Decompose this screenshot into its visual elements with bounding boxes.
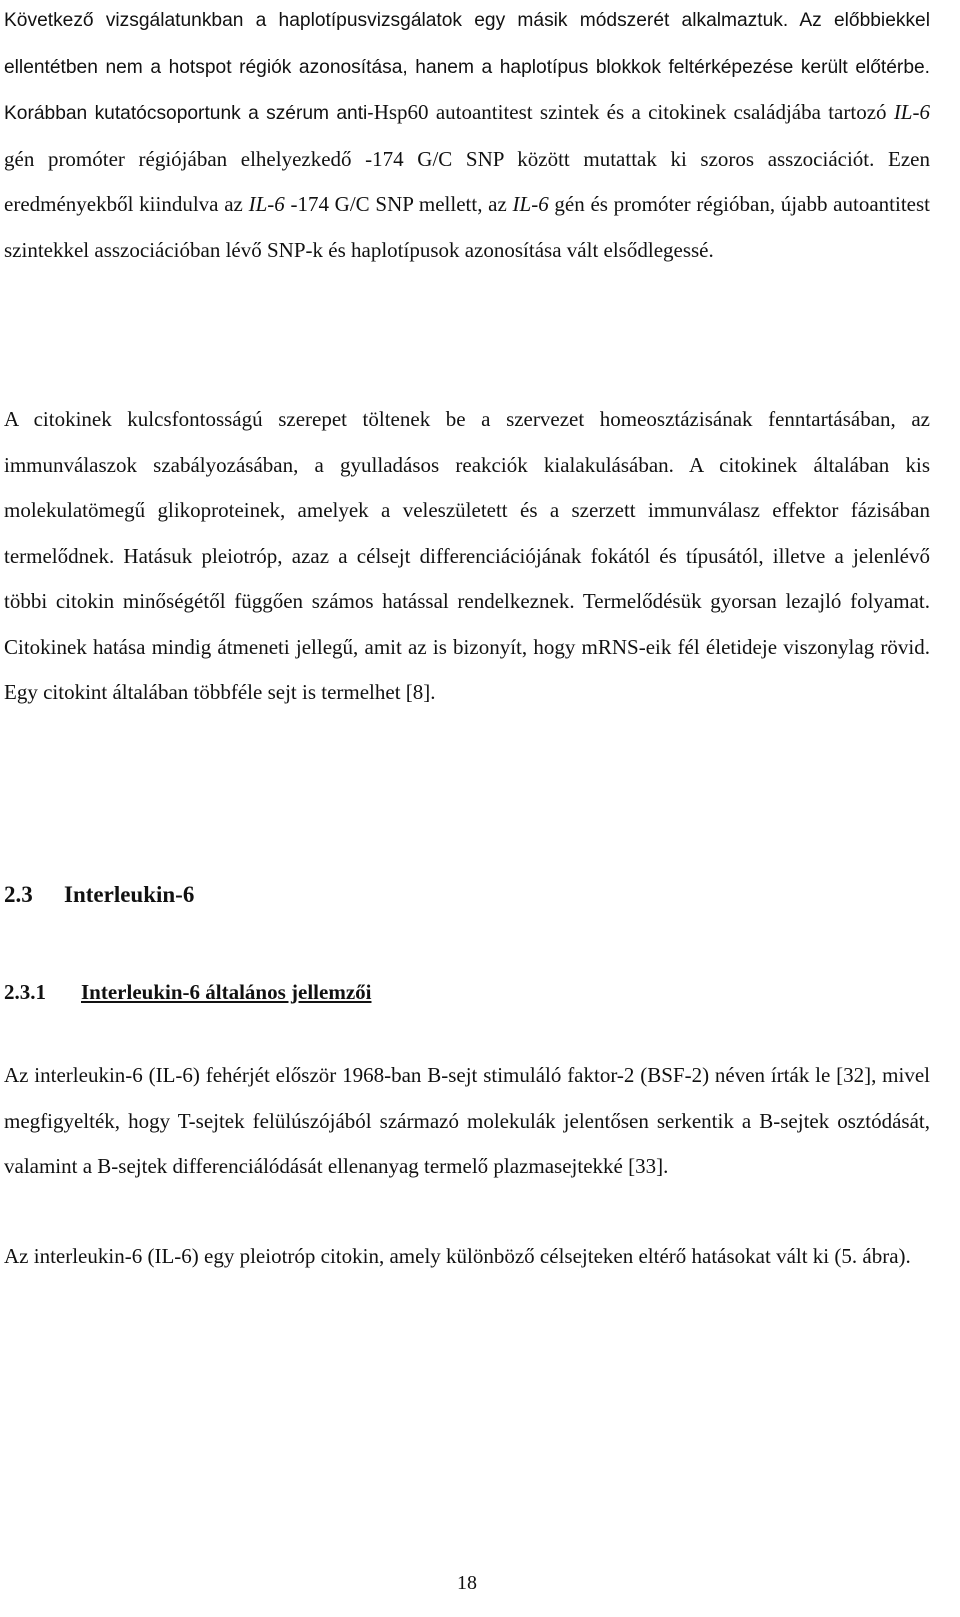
paragraph-il6-pleiotropic: Az interleukin-6 (IL-6) egy pleiotróp citokin, amely különböző célsejteken eltérő hatásokat vált ki (5. ábra). — [4, 1244, 911, 1268]
paragraph-haplotype-serif-1: Hsp60 autoantitest szintek és a citokinek családjába tartozó — [373, 100, 894, 124]
gene-il6-italic: IL-6 — [893, 100, 930, 124]
paragraph-haplotype-sans-2: Korábban kutatócsoportunk a szérum anti- — [4, 103, 374, 124]
paragraph-haplotype — [4, 0, 930, 273]
paragraph-haplotype-serif-2: gén promóter régiójában elhelyezkedő -174 G/C SNP között mutattak ki szoros asszociációt. — [4, 146, 875, 171]
paragraph-haplotype-serif-5: gén és promóter régióban, újabb autoantitest szintekkel asszociációban lévő SNP-k és haplotípusok azonosítása vált elsődlegessé. — [4, 192, 930, 262]
paragraph-haplotype-serif-3: Ezen eredményekből kiindulva az — [4, 146, 930, 216]
paragraph-haplotype-sans-1: Következő vizsgálatunkban a haplotípusvizsgálatok egy másik módszerét alkalmaztuk. Az előbbiekkel ellentétben nem a hotspot régiók azonosítása, hanem a haplotípus blokkok feltérképezése került előtérbe. — [4, 10, 930, 78]
paragraph-il6-history: Az interleukin-6 (IL-6) fehérjét először 1968-ban B-sejt stimuláló faktor-2 (BSF-2) néven írták le [32], mivel megfigyelték, hogy T-sejtek felülúszójából származó molekulák jelentősen serkentik a B-sejtek osztódását, valamint a B-sejtek differenciálódását ellenanyag termelő plazmasejtekké [33]. — [4, 1063, 930, 1178]
subsection-title: Interleukin-6 általános jellemzői — [81, 980, 372, 1004]
paragraph-cytokines: A citokinek kulcsfontosságú szerepet töltenek be a szervezet homeosztázisának fenntartásában, az immunválaszok szabályozásában, a gyulladásos reakciók kialakulásában. A citokinek általában kis molekulatömegű glikoproteinek, amelyek a veleszületett és a szerzett immunválasz effektor fázisában termelődnek. Hatásuk pleiotróp, azaz a célsejt differenciációjának fokától és típusától, illetve a jelenlévő többi citokin minőségétől függően számos hatással rendelkeznek. Termelődésük gyorsan lezajló folyamat. Citokinek hatása mindig átmeneti jellegű, amit az is bizonyít, hogy mRNS-eik fél életideje viszonylag rövid. Egy citokint általában többféle sejt is termelhet [8]. — [4, 407, 930, 704]
gene-il6-italic: IL-6 — [512, 192, 549, 216]
subsection-number: 2.3.1 — [4, 980, 46, 1004]
section-title: Interleukin-6 — [64, 882, 195, 907]
section-heading-2-3 — [4, 882, 194, 908]
subsection-heading-2-3-1 — [4, 980, 371, 1005]
paragraph-haplotype-serif-4: -174 G/C SNP mellett, az — [284, 192, 513, 216]
page-number: 18 — [457, 1572, 477, 1594]
gene-il6-italic: IL-6 — [248, 192, 285, 216]
section-number: 2.3 — [4, 882, 33, 907]
